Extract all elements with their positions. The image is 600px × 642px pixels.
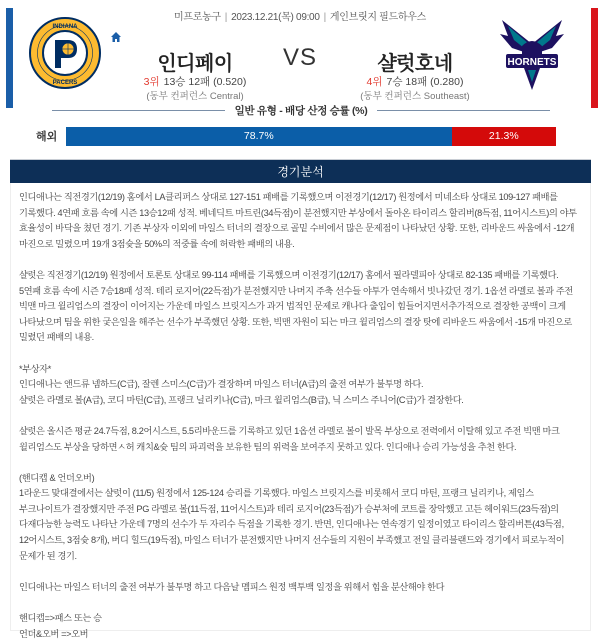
odds-probability-bar xyxy=(66,127,556,146)
analysis-paragraph xyxy=(19,424,582,455)
analysis-text: 인디애나는 마일스 터너의 출전 여부가 불투명 하고 다음날 멤피스 원정 백투백 일정을 위해서 힘을 분산해야 한다 xyxy=(19,581,445,592)
analysis-header: 경기분석 xyxy=(10,159,591,183)
analysis-paragraph xyxy=(19,471,582,565)
analysis-text: 샬럿은 라멜로 볼(A급), 코디 마틴(C급), 프랭크 닐리키나(C급), 마크 윌리엄스(B급), 닉 스미스 주니어(C급)가 결장한다. xyxy=(19,394,464,405)
indiana-pacers-logo xyxy=(28,16,102,90)
svg-text:HORNETS: HORNETS xyxy=(507,57,557,68)
analysis-paragraph xyxy=(19,190,582,252)
home-team-record xyxy=(95,74,295,89)
home-team-conference: (동부 컨퍼런스 Central) xyxy=(146,91,244,102)
analysis-text: *부상자* xyxy=(19,363,52,374)
away-team-winloss: 7승 18패 (0.280) xyxy=(386,76,464,88)
home-team-rank: 3위 xyxy=(143,76,160,88)
analysis-text: 핸디캡=>패스 또는 승 xyxy=(19,613,102,624)
analysis-paragraph xyxy=(19,580,582,596)
venue-label: 게인브릿지 필드하우스 xyxy=(329,12,426,23)
away-win-probability: 21.3% xyxy=(452,127,556,146)
analysis-text: 샬럿은 올시즌 평균 24.7득점, 8.2어시스트, 5.5리바운드를 기록하고 있던 1옵션 라멜로 볼이 발목 부상으로 전력에서 이탈해 있고 주전 빅맨 마크 윌리엄스도 부상을 당하면ㅅ허 캐치&슛 팀의 파괴력을 보유한 팀의 위력을 보여주지 못하고 있다. 인디애나 승리 가능성을 추천 한다. xyxy=(19,425,560,452)
analysis-text: 샬럿은 직전경기(12/19) 원정에서 토론토 상대로 99-114 패배를 기록했으며 이전경기(12/17) 홈에서 필라델피아 상대로 82-135 패배를 기록했다. 5연패 흐름 속에 시즌 7승18패 성적. 테리 로지어(22득점)가 분전했지만 나머지 주축 선수들 야투가 연속해서 빗나갔던 경기. 1옵션 라멜로 볼과 주전 빅맨 마크 윌리엄스의 결장이 이어지는 가운데 마일스 브릿지스가 과거 법적인 문제로 캐나다 출입이 힘들어지면서추가적으로 결장한 공백이 크게 나타났으며 팀을 위한 궂은일을 해주는 선수가 부족했던 상황. 또한, 빅맨 자원이 되는 마크 윌리엄스의 결장 탓에 리바운드 싸움에서 -15개 마진으로 밀렸던 패배의 내용. xyxy=(19,269,573,343)
home-win-probability: 78.7% xyxy=(66,127,452,146)
league-label: 미프로농구 xyxy=(173,12,221,23)
match-datetime: 2023.12.21(목) 09:00 xyxy=(231,12,320,23)
analysis-paragraph xyxy=(19,362,582,409)
away-team-color-bar xyxy=(591,8,598,108)
analysis-paragraph xyxy=(19,268,582,346)
odds-section-title xyxy=(52,103,550,117)
analysis-text: 언더&오버 =>오버 xyxy=(19,628,89,639)
odds-source-label: 해외 xyxy=(36,131,58,143)
separator: | xyxy=(323,12,326,23)
away-team-name: 샬럿호네 xyxy=(377,53,453,75)
home-team-color-bar xyxy=(6,8,13,108)
analysis-text: 1라운드 맞대결에서는 샬럿이 (11/5) 원정에서 125-124 승리를 기록했다. 마일스 브릿지스를 비롯해서 코디 마틴, 프랭크 닐리키나, 제임스 부크나이트가 결장했지만 주전 PG 라멜로 볼(11득점, 11어시스트)과 테리 로지어(23득점)가 승부처에 코트를 장악했고 고든 헤이워드(23득점)의 다재다능한 능력도 나타난 가운데 7명의 선수가 두 자리수 득점을 기록한 경기. 반면, 인디애나는 연속경기 일정이였고 타이리스 할리버튼(43득점, 12어시스트, 3점슛 8개), 버디 힐드(19득점), 마일스 터너가 분전했지만 나머지 선수들의 지원이 부족했고 전일 클리블랜드와 경기에서 피로누적이 문제가 된 경기. xyxy=(19,488,565,561)
away-team-rank: 4위 xyxy=(366,76,383,88)
analysis-text: 인디애나는 직전경기(12/19) 홈에서 LA클리퍼스 상대로 127-151 패배를 기록했으며 이전경기(12/17) 원정에서 미네소타 상대로 109-127 패배를 기록했다. 4연패 흐름 속에 시즌 13승12패 성적. 베네딕트 마트린(34득점)이 분전했지만 부상에서 돌아온 타이리스 할리버(8득점, 11어시스트)의 야투 효율성이 바닥을 쳤던 경기. 기존 부상자 이외에 마일스 터너의 결장으로 골밑 수비에서 많은 문제점이 나타났던 상황. 또한, 리바운드 싸움에서 -12개 마진으로 밀렸으며 19개 3점슛을 50%의 적중률 속에 허락한 패배의 내용. xyxy=(19,192,577,249)
svg-text:PACERS: PACERS xyxy=(52,80,78,86)
home-team-name: 인디페이 xyxy=(157,53,233,75)
divider xyxy=(377,110,550,111)
home-team-winloss: 13승 12패 (0.520) xyxy=(163,76,247,88)
analysis-text: 인디애나는 앤드류 넴하드(C급), 잘렌 스미스(C급)가 결장하며 마일스 터너(A급)의 출전 여부가 불투명 하다. xyxy=(19,379,424,390)
home-team-indicator-icon xyxy=(110,30,122,42)
vs-label: VS xyxy=(282,44,317,71)
odds-title: 일반 유형 - 배당 산정 승률 (%) xyxy=(234,104,368,117)
svg-text:INDIANA: INDIANA xyxy=(52,24,78,30)
divider xyxy=(52,110,225,111)
analysis-text: (핸디캡 & 언더오버) xyxy=(19,472,95,483)
odds-row xyxy=(36,126,556,146)
away-team-record xyxy=(315,74,515,89)
analysis-paragraph xyxy=(19,611,582,642)
away-team-conference: (동부 컨퍼런스 Southeast) xyxy=(360,91,470,102)
separator: | xyxy=(224,12,228,23)
analysis-content xyxy=(10,183,591,639)
